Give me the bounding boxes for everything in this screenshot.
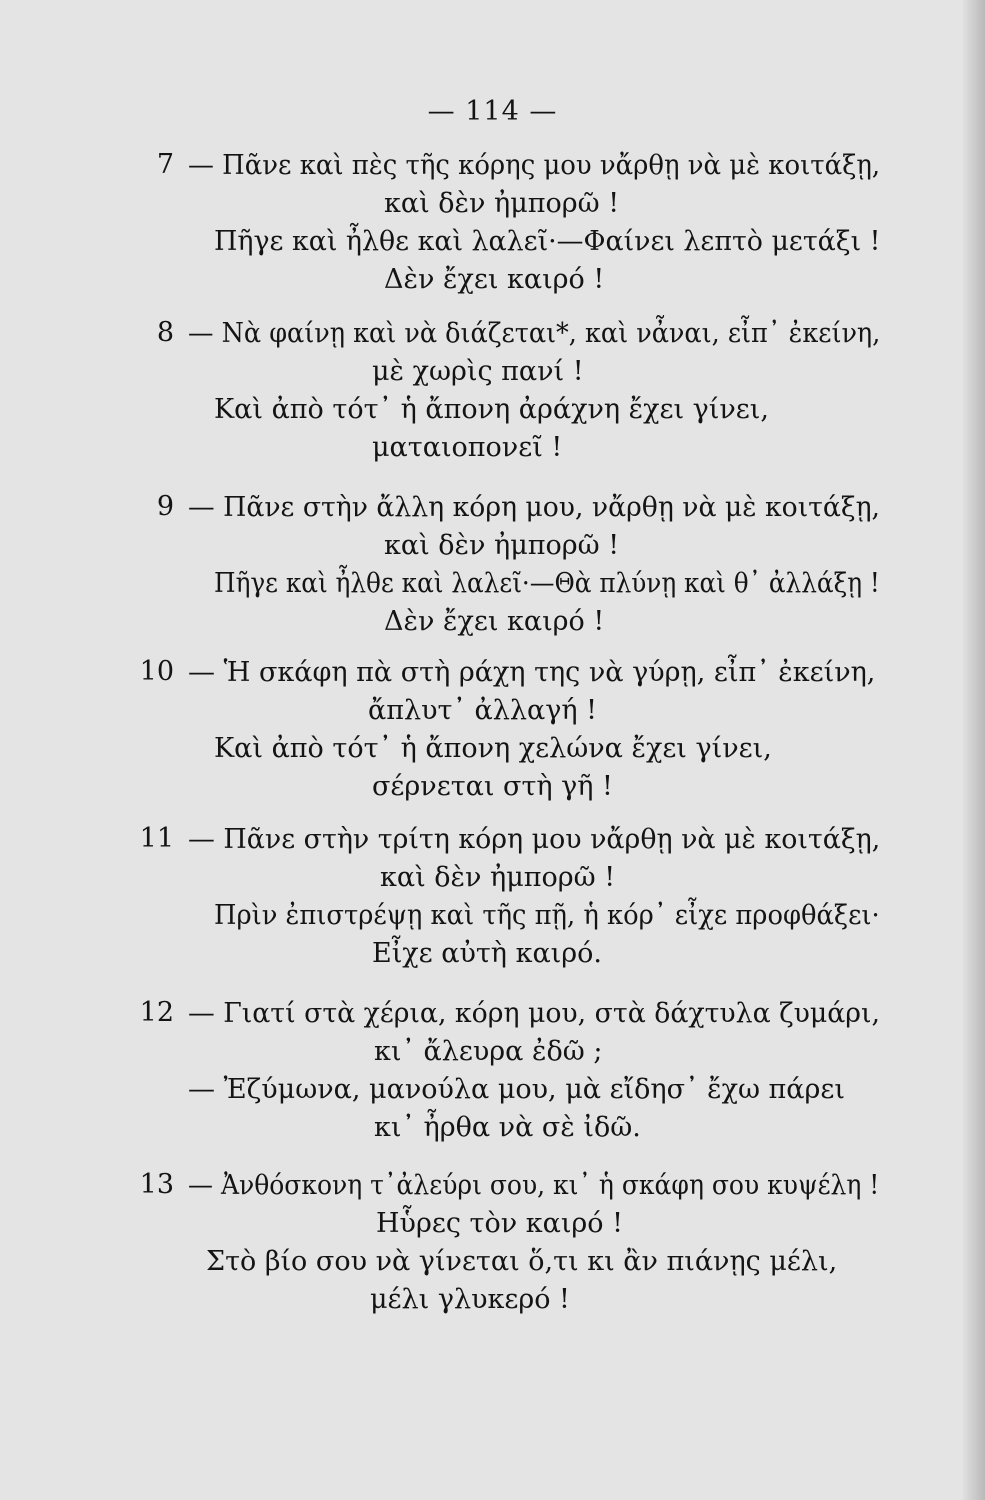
verse-line: μέλι γλυκερό !	[370, 1284, 570, 1315]
verse-line: καὶ δὲν ἠμπορῶ !	[380, 862, 616, 893]
verse-line: σέρνεται στὴ γῆ !	[372, 771, 613, 802]
page-number: — 114 —	[427, 96, 558, 127]
verse-line: — Νὰ φαίνῃ καὶ νὰ διάζεται*, καὶ νἆναι, εἶπ᾽ ἐκείνη,	[188, 318, 881, 349]
stanza-number: 11	[139, 823, 174, 854]
verse-line: — Ἀνθόσκονη τ᾽ἀλεύρι σου, κι᾽ ἡ σκάφη σου κυψέλη !	[188, 1170, 880, 1201]
verse-line: μὲ χωρὶς πανί !	[372, 356, 584, 387]
verse-line: — Γιατί στὰ χέρια, κόρη μου, στὰ δάχτυλα ζυμάρι,	[188, 998, 880, 1029]
stanza-number: 13	[139, 1169, 174, 1200]
verse-line: Δὲν ἔχει καιρό !	[384, 264, 605, 295]
verse-line: Πρὶν ἐπιστρέψῃ καὶ τῆς πῇ, ἡ κόρ᾽ εἶχε προφθάξει·	[214, 900, 880, 931]
verse-line: ματαιοπονεῖ !	[372, 432, 563, 463]
verse-line: Πῆγε καὶ ἦλθε καὶ λαλεῖ·—Φαίνει λεπτὸ μετάξι !	[214, 226, 881, 257]
verse-line: κι᾽ ἦρθα νὰ σὲ ἰδῶ.	[374, 1112, 641, 1143]
verse-line: Εἶχε αὐτὴ καιρό.	[372, 938, 602, 969]
verse-line: — Πᾶνε στὴν ἄλλη κόρη μου, νἄρθῃ νὰ μὲ κοιτάξῃ,	[188, 492, 881, 523]
verse-line: — Ἡ σκάφη πὰ στὴ ράχη της νὰ γύρῃ, εἶπ᾽ ἐκείνη,	[188, 657, 876, 688]
verse-line: — Πᾶνε καὶ πὲς τῆς κόρης μου νἄρθῃ νὰ μὲ κοιτάξῃ,	[188, 150, 881, 181]
verse-line: Καὶ ἀπὸ τότ᾽ ἡ ἄπονη χελώνα ἔχει γίνει,	[214, 733, 772, 764]
verse-line: Ηὗρες τὸν καιρό !	[376, 1208, 623, 1239]
stanza-number: 12	[139, 997, 174, 1028]
verse-line: — Ἐζύμωνα, μανούλα μου, μὰ εἴδησ᾽ ἔχω πάρει	[188, 1074, 845, 1105]
verse-line: Καὶ ἀπὸ τότ᾽ ἡ ἄπονη ἀράχνη ἔχει γίνει,	[214, 394, 769, 425]
verse-line: Πῆγε καὶ ἦλθε καὶ λαλεῖ·—Θὰ πλύνῃ καὶ θ᾽ ἀλλάξῃ !	[214, 568, 880, 599]
verse-line: κι᾽ ἄλευρα ἐδῶ ;	[374, 1036, 603, 1067]
verse-line: Στὸ βίο σου νὰ γίνεται ὅ,τι κι ἂν πιάνῃς μέλι,	[206, 1246, 838, 1277]
verse-line: Δὲν ἔχει καιρό !	[384, 606, 605, 637]
stanza-number: 10	[139, 656, 174, 687]
stanza-number: 8	[156, 317, 174, 348]
stanza-number: 9	[156, 491, 174, 522]
verse-line: — Πᾶνε στὴν τρίτη κόρη μου νἄρθῃ νὰ μὲ κοιτάξῃ,	[188, 824, 881, 855]
verse-line: καὶ δὲν ἠμπορῶ !	[384, 530, 620, 561]
verse-line: ἄπλυτ᾽ ἀλλαγή !	[368, 695, 597, 726]
verse-line: καὶ δὲν ἠμπορῶ !	[384, 188, 620, 219]
stanza-number: 7	[156, 149, 174, 180]
